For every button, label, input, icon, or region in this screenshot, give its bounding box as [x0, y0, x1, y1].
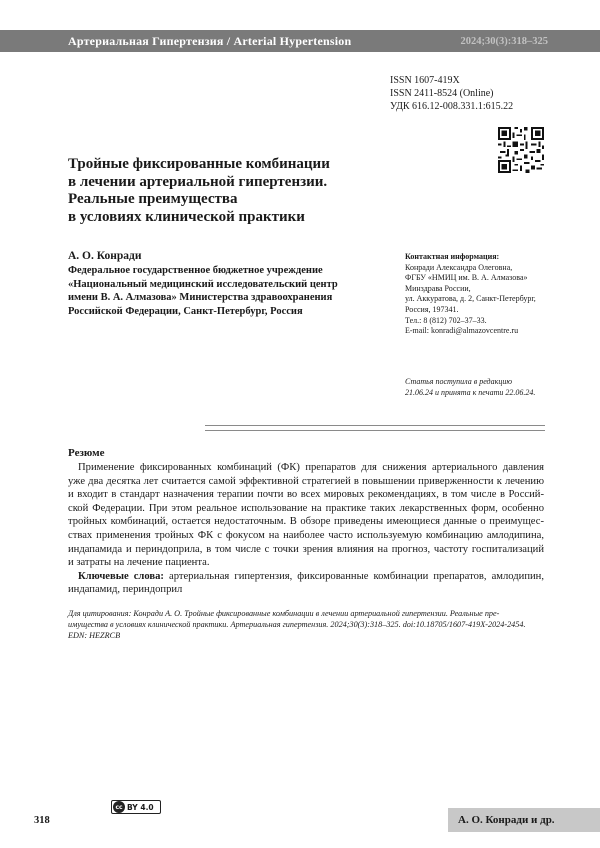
journal-title: Артериальная Гипертензия / Arterial Hypertension — [68, 33, 352, 48]
identifiers-block — [390, 74, 513, 113]
abstract-line: и затраты на лечение пациента. — [68, 557, 210, 569]
affiliation-line: Федеральное государственное бюджетное учреждение — [68, 265, 323, 276]
abstract-line: ской Федерации. При этом реальное использование на практике таких лекарственных форм, особенно — [68, 502, 544, 514]
title-line: Тройные фиксированные комбинации — [68, 156, 330, 172]
contact-email[interactable]: E-mail: konradi@almazovcentre.ru — [405, 326, 519, 336]
received-line: Статья поступила в редакцию — [405, 377, 512, 386]
article-title — [68, 156, 388, 226]
abstract-line: индапамида и периндоприла, в том числе с точки зрения влияния на прогноз, частоту госпитализаций — [68, 543, 544, 555]
contact-line: ул. Аккуратова, д. 2, Санкт-Петербург, — [405, 294, 536, 304]
abstract-line: уже два десятка лет считается самой эффективной стратегией в повышении приверженности к лечению — [68, 475, 544, 487]
contact-info — [405, 252, 555, 337]
contact-line: Минздрава России, — [405, 283, 471, 293]
running-author-band — [448, 808, 600, 832]
abstract-line: Применение фиксированных комбинаций (ФК) препаратов для снижения артериального давления — [78, 462, 544, 473]
keywords-label: Ключевые слова: — [78, 570, 164, 582]
page-number: 318 — [34, 815, 50, 826]
received-dates — [405, 377, 535, 398]
affiliation-line: «Национальный медицинский исследовательский центр — [68, 278, 338, 290]
citation-block — [68, 608, 544, 641]
abstract-line: ствах применения тройных ФК с фокусом на наиболее часто используемую комбинацию амлодипина, — [68, 529, 544, 541]
license-badge[interactable] — [111, 800, 161, 814]
affiliation-line: Российской Федерации, Санкт-Петербург, Россия — [68, 305, 303, 317]
section-divider — [205, 425, 545, 431]
contact-line: Тел.: 8 (812) 702–37–33. — [405, 315, 487, 325]
title-line: в условиях клинической практики — [68, 208, 305, 225]
abstract-heading: Резюме — [68, 447, 105, 459]
abstract-line: и входит в стандарт назначения терапии почти во всех мировых рекомендациях, в том числе в Россий- — [68, 489, 544, 501]
keywords-text: артериальная гипертензия, фиксированные комбинации препаратов, амлодипин, — [163, 570, 544, 582]
contact-line: Россия, 197341. — [405, 304, 459, 314]
abstract-body — [68, 461, 544, 597]
udc-code: УДК 616.12-008.331.1:615.22 — [390, 101, 514, 112]
citation-line: EDN: HEZRCB — [68, 631, 121, 640]
creative-commons-icon: cc — [113, 801, 125, 813]
contact-line: Конради Александра Олеговна, — [405, 262, 513, 272]
issue-reference: 2024;30(3):318–325 — [460, 35, 548, 47]
citation-line: имущества в условиях клинической практики. Артериальная гипертензия. 2024;30(3):318–325. doi:10.18705/1607-419X-2024-2454. — [68, 620, 526, 629]
issn-online: ISSN 2411-8524 (Online) — [390, 88, 494, 99]
journal-header-band — [0, 30, 600, 52]
author-name: А. О. Конради — [68, 250, 142, 262]
contact-line: ФГБУ «НМИЦ им. В. А. Алмазова» — [405, 273, 528, 283]
citation-line: Для цитирования: Конради А. О. Тройные фиксированные комбинации в лечении артериальной гипертензии. Реальные пре- — [68, 609, 500, 618]
issn-print: ISSN 1607-419X — [390, 75, 460, 86]
affiliation-line: имени В. А. Алмазова» Министерства здравоохранения — [68, 292, 333, 303]
license-label: BY 4.0 — [127, 802, 154, 812]
qr-code-icon — [498, 127, 544, 173]
title-line: Реальные преимущества — [68, 191, 238, 207]
contact-title: Контактная информация: — [405, 252, 500, 261]
abstract-line: тройных комбинаций, остается недостаточным. В обзоре приведены имеющиеся данные о преимущес- — [68, 516, 544, 528]
author-affiliation — [68, 264, 368, 318]
running-author: А. О. Конради и др. — [458, 814, 555, 826]
keywords-line — [68, 570, 544, 584]
title-line: в лечении артериальной гипертензии. — [68, 173, 328, 190]
received-line: 21.06.24 и принята к печати 22.06.24. — [405, 387, 536, 397]
keywords-continuation: индапамид, периндоприл — [68, 584, 183, 596]
